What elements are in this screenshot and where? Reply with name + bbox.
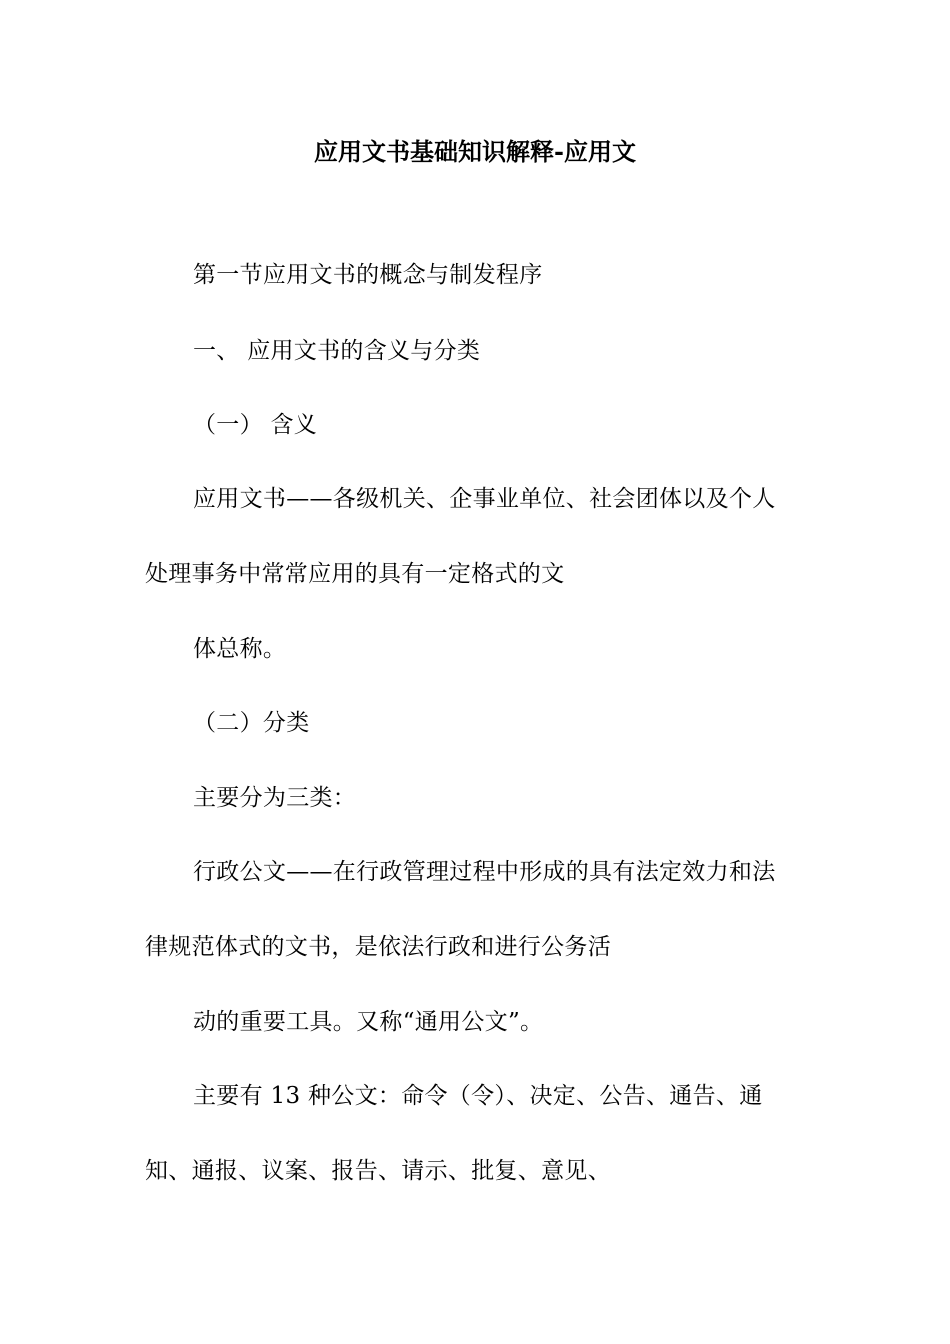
paragraph-line: 主要分为三类：	[193, 785, 357, 811]
paragraph-line: 体总称。	[193, 636, 287, 662]
paragraph-line: 知、通报、议案、报告、请示、批复、意见、	[145, 1158, 611, 1184]
document-title: 应用文书基础知识解释-应用文	[314, 137, 636, 166]
paragraph-line: 主要有 13 种公文：命令（令）、决定、公告、通告、通	[193, 1083, 763, 1109]
item-heading-meaning: （一） 含义	[193, 412, 318, 438]
paragraph-line: 应用文书——各级机关、企事业单位、社会团体以及个人	[193, 486, 776, 512]
paragraph-line: 律规范体式的文书，是依法行政和进行公务活	[145, 934, 611, 960]
item-heading-classification: （二）分类	[193, 710, 310, 736]
paragraph-line: 处理事务中常常应用的具有一定格式的文	[145, 561, 565, 587]
section-heading: 第一节应用文书的概念与制发程序	[193, 262, 543, 288]
subsection-heading: 一、 应用文书的含义与分类	[193, 338, 481, 364]
paragraph-line: 动的重要工具。又称“通用公文”。	[193, 1009, 544, 1035]
paragraph-line: 行政公文——在行政管理过程中形成的具有法定效力和法	[193, 859, 776, 885]
